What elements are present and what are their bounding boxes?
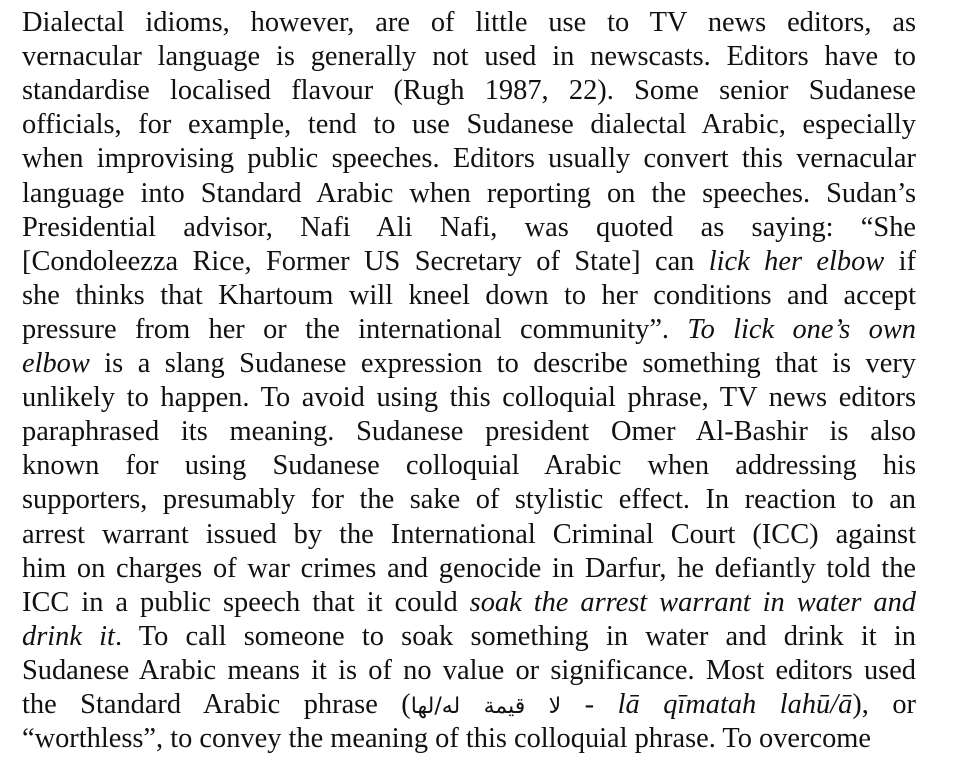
text-line	[22, 722, 916, 756]
text-line	[22, 518, 916, 552]
text-segment: language into Standard Arabic when reporting on the speeches. Sudan’s	[22, 177, 916, 209]
text-line	[22, 245, 916, 279]
italic-phrase: lick her elbow	[708, 245, 885, 277]
text-segment: is a slang Sudanese expression to describe something that is very	[89, 348, 916, 379]
text-segment: “worthless”, to convey the meaning of this colloquial phrase. To overcome	[22, 723, 871, 755]
text-line	[22, 313, 916, 347]
text-segment: she thinks that Khartoum will kneel down to her conditions and accept	[22, 279, 916, 311]
text-segment: when improvising public speeches. Editors usually convert this vernacular	[22, 143, 916, 175]
text-segment: standardise localised flavour (Rugh 1987, 22). Some senior Sudanese	[22, 75, 916, 107]
italic-phrase: lā qīmatah lahū/ā	[617, 689, 853, 720]
text-segment: Dialectal idioms, however, are of little use to TV news editors, as	[22, 7, 916, 38]
text-line	[22, 74, 916, 108]
text-segment: pressure from her or the international community”.	[22, 313, 688, 345]
text-line	[22, 620, 916, 654]
text-line	[22, 108, 916, 142]
italic-phrase: soak the arrest warrant in water and	[469, 586, 916, 618]
text-line	[22, 483, 916, 517]
text-segment: [Condoleezza Rice, Former US Secretary of State] can	[22, 245, 709, 277]
text-segment: Sudanese Arabic means it is of no value or significance. Most editors used	[22, 654, 916, 686]
text-line	[22, 6, 916, 40]
italic-phrase: drink it	[22, 620, 115, 652]
text-segment: -	[561, 689, 618, 720]
text-segment: officials, for example, tend to use Sudanese dialectal Arabic, especially	[22, 109, 916, 141]
text-segment: him on charges of war crimes and genocide in Darfur, he defiantly told the	[22, 552, 916, 584]
text-line	[22, 142, 916, 176]
text-line	[22, 40, 916, 74]
text-line	[22, 415, 916, 449]
text-segment: Presidential advisor, Nafi Ali Nafi, was quoted as saying: “She	[22, 211, 916, 243]
text-line	[22, 177, 916, 211]
text-segment: vernacular language is generally not used in newscasts. Editors have to	[22, 41, 916, 73]
text-line	[22, 279, 916, 313]
text-line	[22, 688, 916, 722]
text-segment: . To call someone to soak something in water and drink it in	[114, 620, 916, 652]
text-segment: known for using Sudanese colloquial Arabic when addressing his	[22, 450, 916, 482]
text-segment: the Standard Arabic phrase (	[22, 689, 411, 720]
text-segment: if	[884, 245, 916, 277]
text-segment: ), or	[852, 689, 916, 720]
text-segment: supporters, presumably for the sake of stylistic effect. In reaction to an	[22, 484, 916, 516]
text-segment: ICC in a public speech that it could	[22, 586, 470, 618]
arabic-phrase: لا قيمة له/لها	[410, 694, 562, 719]
text-segment: paraphrased its meaning. Sudanese president Omer Al-Bashir is also	[22, 416, 916, 448]
document-page	[22, 0, 916, 764]
italic-phrase: To lick one’s own	[687, 313, 916, 345]
text-segment: unlikely to happen. To avoid using this colloquial phrase, TV news editors	[22, 382, 916, 414]
text-line	[22, 211, 916, 245]
text-line	[22, 654, 916, 688]
text-line	[22, 552, 916, 586]
text-segment: arrest warrant issued by the International Criminal Court (ICC) against	[22, 518, 916, 550]
text-line	[22, 449, 916, 483]
text-line	[22, 586, 916, 620]
text-line	[22, 347, 916, 381]
text-line	[22, 381, 916, 415]
italic-phrase: elbow	[22, 348, 90, 379]
